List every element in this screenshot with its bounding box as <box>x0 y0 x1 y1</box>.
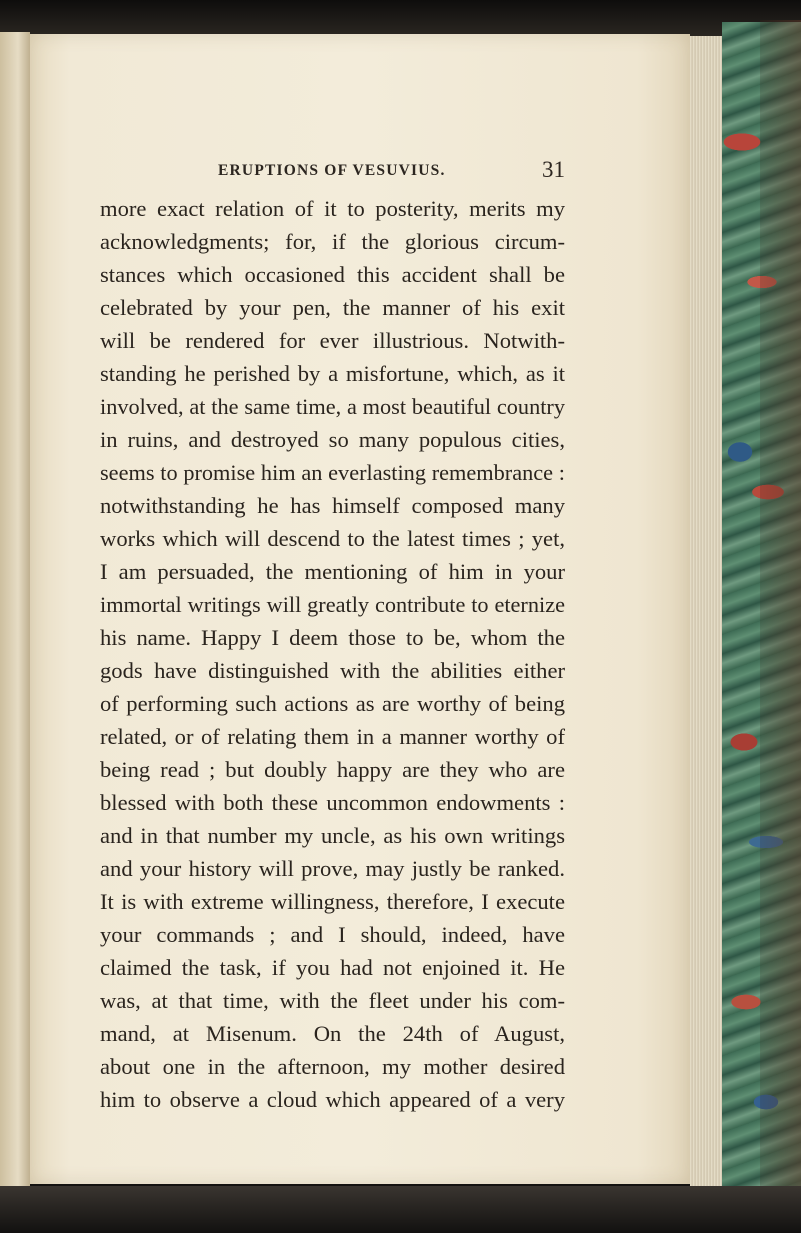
text-line: acknowledgments; for, if the glorious circum- <box>100 229 565 254</box>
text-line: gods have distinguished with the abilities either <box>100 658 565 683</box>
text-line: was, at that time, with the fleet under his com- <box>100 988 565 1013</box>
text-line: and in that number my uncle, as his own writings <box>100 823 565 848</box>
text-line: It is with extreme willingness, therefore, I execute <box>100 889 565 914</box>
binding-shadow-bottom <box>0 1186 801 1233</box>
text-line: him to observe a cloud which appeared of a very <box>100 1087 565 1112</box>
text-line: I am persuaded, the mentioning of him in your <box>100 559 565 584</box>
text-line: mand, at Misenum. On the 24th of August, <box>100 1021 565 1046</box>
text-line: more exact relation of it to posterity, merits my <box>100 196 565 221</box>
body-text <box>100 192 565 1116</box>
text-line: will be rendered for ever illustrious. Notwith- <box>100 328 565 353</box>
text-line: involved, at the same time, a most beautiful country <box>100 394 565 419</box>
text-line: in ruins, and destroyed so many populous cities, <box>100 427 565 452</box>
facing-page-edge <box>0 32 30 1187</box>
text-line: his name. Happy I deem those to be, whom the <box>100 625 565 650</box>
text-line: standing he perished by a misfortune, which, as it <box>100 361 565 386</box>
text-line: your commands ; and I should, indeed, have <box>100 922 565 947</box>
text-line: related, or of relating them in a manner worthy of <box>100 724 565 749</box>
text-line: and your history will prove, may justly be ranked. <box>100 856 565 881</box>
page-header <box>100 157 565 192</box>
binding-shadow-top <box>0 0 801 36</box>
page-edges <box>690 36 724 1186</box>
running-title: ERUPTIONS OF VESUVIUS. <box>218 162 446 179</box>
page-number: 31 <box>542 157 565 182</box>
text-line: being read ; but doubly happy are they who are <box>100 757 565 782</box>
text-line: immortal writings will greatly contribute to eternize <box>100 592 565 617</box>
cover-rim <box>760 20 801 1215</box>
text-line: stances which occasioned this accident shall be <box>100 262 565 287</box>
text-line: about one in the afternoon, my mother desired <box>100 1054 565 1079</box>
text-line: of performing such actions as are worthy of being <box>100 691 565 716</box>
text-line: claimed the task, if you had not enjoined it. He <box>100 955 565 980</box>
text-line: blessed with both these uncommon endowments : <box>100 790 565 815</box>
text-line: seems to promise him an everlasting remembrance : <box>100 460 565 485</box>
text-line: notwithstanding he has himself composed many <box>100 493 565 518</box>
text-line: works which will descend to the latest times ; yet, <box>100 526 565 551</box>
text-line: celebrated by your pen, the manner of his exit <box>100 295 565 320</box>
